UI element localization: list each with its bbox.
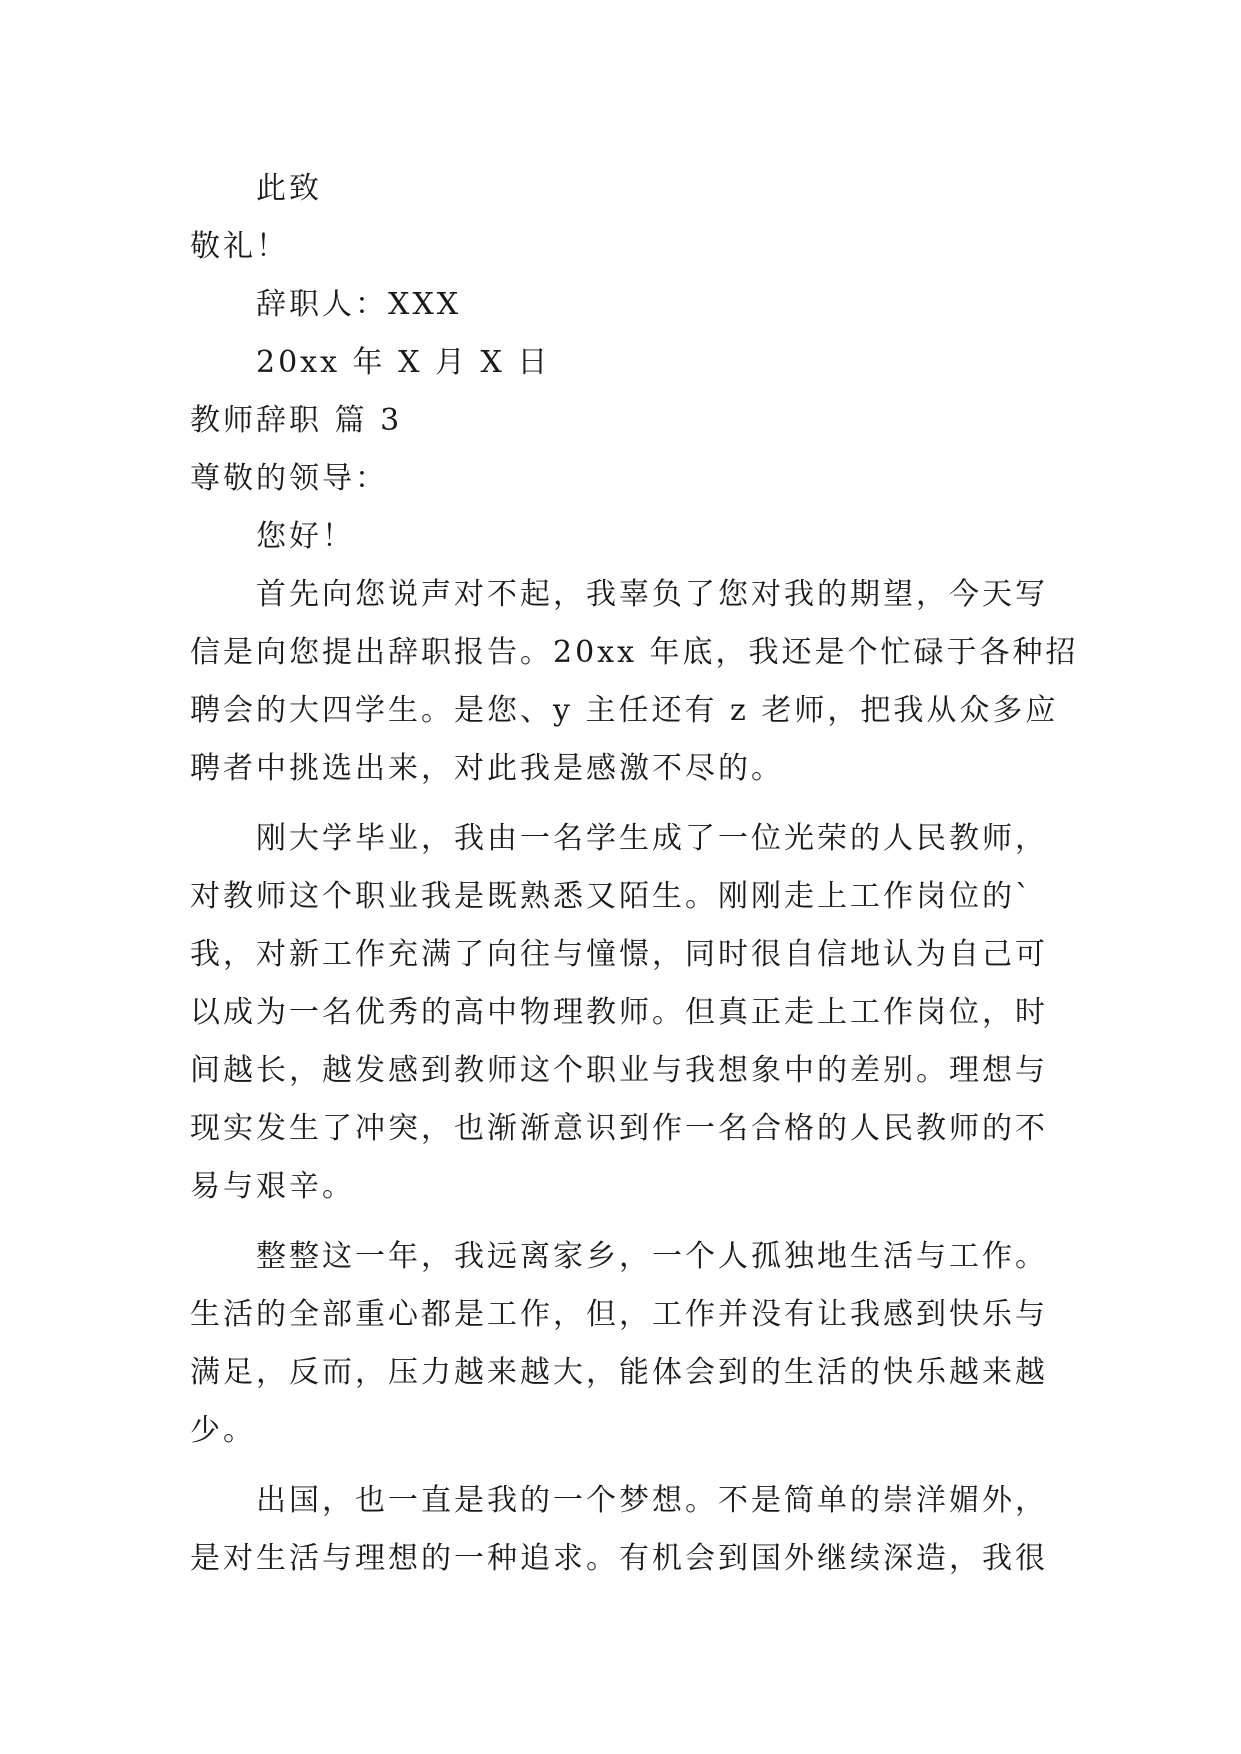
signer-line: 辞职人：XXX: [256, 287, 462, 322]
paragraph-3: [190, 1228, 1060, 1460]
paragraph-line: 聘者中挑选出来，对此我是感激不尽的。: [190, 751, 784, 786]
paragraph-line: 满足，反而，压力越来越大，能体会到的生活的快乐越来越: [190, 1355, 1048, 1390]
paragraph-line: 刚大学毕业，我由一名学生成了一位光荣的人民教师，: [256, 821, 1048, 856]
paragraph-line: 少。: [190, 1413, 256, 1448]
section-heading: 教师辞职 篇 3: [190, 403, 403, 438]
paragraph-line: 生活的全部重心都是工作，但，工作并没有让我感到快乐与: [190, 1297, 1048, 1332]
addressee-line: 尊敬的领导：: [190, 461, 388, 496]
paragraph-line: 整整这一年，我远离家乡，一个人孤独地生活与工作。: [256, 1239, 1048, 1274]
date-line: 20xx 年 X 月 X 日: [256, 345, 551, 380]
closing-salutation: 此致: [256, 171, 322, 206]
paragraph-line: 易与艰辛。: [190, 1169, 355, 1204]
paragraph-line: 聘会的大四学生。是您、y 主任还有 z 老师，把我从众多应: [190, 693, 1059, 728]
paragraph-line: 间越长，越发感到教师这个职业与我想象中的差别。理想与: [190, 1053, 1048, 1088]
paragraph-line: 出国，也一直是我的一个梦想。不是简单的崇洋媚外，: [256, 1483, 1048, 1518]
paragraph-line: 现实发生了冲突，也渐渐意识到作一名合格的人民教师的不: [190, 1111, 1048, 1146]
letter-body: [190, 160, 1079, 1588]
paragraph-line: 对教师这个职业我是既熟悉又陌生。刚刚走上工作岗位的`: [190, 879, 1033, 914]
paragraph-1: [190, 566, 1079, 798]
paragraph-line: 信是向您提出辞职报告。20xx 年底，我还是个忙碌于各种招: [190, 635, 1079, 670]
paragraph-4: [190, 1472, 1060, 1588]
paragraph-line: 以成为一名优秀的高中物理教师。但真正走上工作岗位，时: [190, 995, 1048, 1030]
paragraph-2: [190, 810, 1060, 1216]
paragraph-line: 是对生活与理想的一种追求。有机会到国外继续深造，我很: [190, 1541, 1048, 1576]
paragraph-line: 我，对新工作充满了向往与憧憬，同时很自信地认为自己可: [190, 937, 1048, 972]
paragraph-line: 首先向您说声对不起，我辜负了您对我的期望，今天写: [256, 577, 1048, 612]
greeting-line: 您好！: [256, 519, 355, 554]
closing-regards: 敬礼！: [190, 229, 289, 264]
